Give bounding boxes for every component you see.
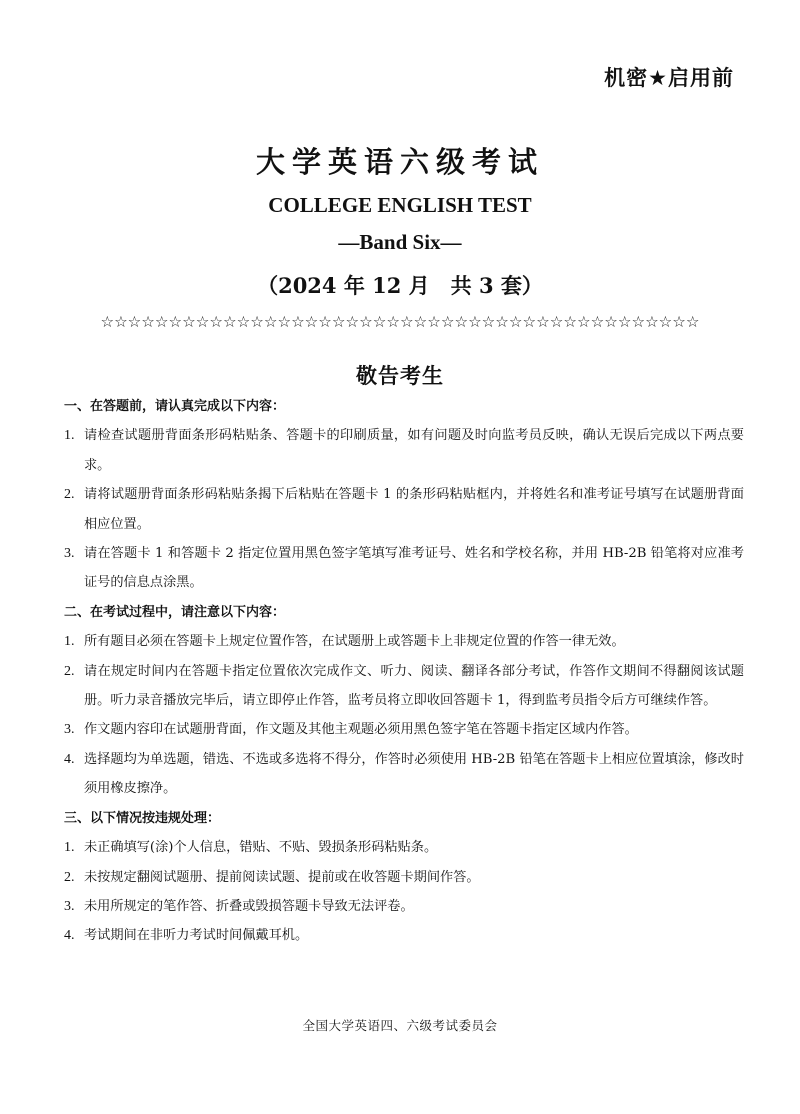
- exam-title-chinese: 大学英语六级考试: [255, 145, 544, 179]
- list-item: [64, 863, 744, 892]
- item-text: 请将试题册背面条形码粘贴条揭下后粘贴在答题卡 1 的条形码粘贴框内，并将姓名和准考证号填写在试题册背面相应位置。: [84, 487, 744, 532]
- section-heading: 一、在答题前，请认真完成以下内容：: [64, 399, 286, 414]
- list-item: [64, 657, 744, 716]
- notice-body: [64, 392, 744, 951]
- item-number: 2.: [64, 663, 75, 679]
- item-number: 4.: [64, 751, 75, 767]
- list-item: [64, 833, 744, 862]
- confidential-label: 机密★启用前: [604, 66, 734, 90]
- list-item: [64, 715, 744, 744]
- star-divider: ☆☆☆☆☆☆☆☆☆☆☆☆☆☆☆☆☆☆☆☆☆☆☆☆☆☆☆☆☆☆☆☆☆☆☆☆☆☆☆☆☆☆☆☆: [100, 313, 700, 331]
- item-text: 请在规定时间内在答题卡指定位置依次完成作文、听力、阅读、翻译各部分考试，作答作文期间不得翻阅该试题册。听力录音播放完毕后，请立即停止作答，监考员将立即收回答题卡 1，得到监考员指令后方可继续作答。: [84, 663, 744, 709]
- item-text: 未按规定翻阅试题册、提前阅读试题、提前或在收答题卡期间作答。: [84, 869, 480, 885]
- section-heading: 三、以下情况按违规处理：: [64, 810, 221, 826]
- list-item: [64, 892, 744, 921]
- notice-title: 敬告考生: [356, 364, 444, 388]
- item-text: 考试期间在非听力考试时间佩戴耳机。: [84, 928, 309, 944]
- item-text: 选择题均为单选题，错选、不选或多选将不得分，作答时必须使用 HB-2B 铅笔在答题卡上相应位置填涂，修改时须用橡皮擦净。: [84, 751, 744, 797]
- item-text: 请检查试题册背面条形码粘贴条、答题卡的印刷质量，如有问题及时向监考员反映，确认无误后完成以下两点要求。: [84, 428, 744, 473]
- item-number: 3.: [64, 898, 75, 914]
- section-heading: 二、在考试过程中，请注意以下内容：: [64, 604, 286, 620]
- item-number: 4.: [64, 928, 75, 944]
- item-text: 请在答题卡 1 和答题卡 2 指定位置用黑色签字笔填写准考证号、姓名和学校名称，并用 HB-2B 铅笔将对应准考证号的信息点涂黑。: [84, 546, 744, 591]
- list-item: [64, 480, 744, 539]
- item-number: 1.: [64, 840, 75, 856]
- item-number: 1.: [64, 634, 75, 650]
- list-item: [64, 539, 744, 598]
- exam-date: （2024 年 12 月 共 3 套）: [257, 273, 543, 298]
- item-text: 作文题内容印在试题册背面，作文题及其他主观题必须用黑色签字笔在答题卡指定区域内作答。: [84, 722, 638, 738]
- item-text: 未用所规定的笔作答、折叠或毁损答题卡导致无法评卷。: [84, 898, 414, 914]
- item-text: 所有题目必须在答题卡上规定位置作答，在试题册上或答题卡上非规定位置的作答一律无效。: [84, 634, 625, 650]
- item-number: 2.: [64, 869, 75, 885]
- item-text: 未正确填写(涂)个人信息，错贴、不贴、毁损条形码粘贴条。: [84, 840, 438, 856]
- list-item: [64, 421, 744, 480]
- list-item: [64, 627, 744, 656]
- item-number: 1.: [64, 428, 75, 444]
- list-item: [64, 921, 744, 950]
- item-number: 3.: [64, 722, 75, 738]
- item-number: 2.: [64, 487, 75, 503]
- item-number: 3.: [64, 546, 75, 562]
- exam-band: —Band Six—: [338, 230, 462, 254]
- exam-title-english: COLLEGE ENGLISH TEST: [268, 193, 532, 217]
- list-item: [64, 745, 744, 804]
- issuer-footer: 全国大学英语四、六级考试委员会: [302, 1018, 498, 1033]
